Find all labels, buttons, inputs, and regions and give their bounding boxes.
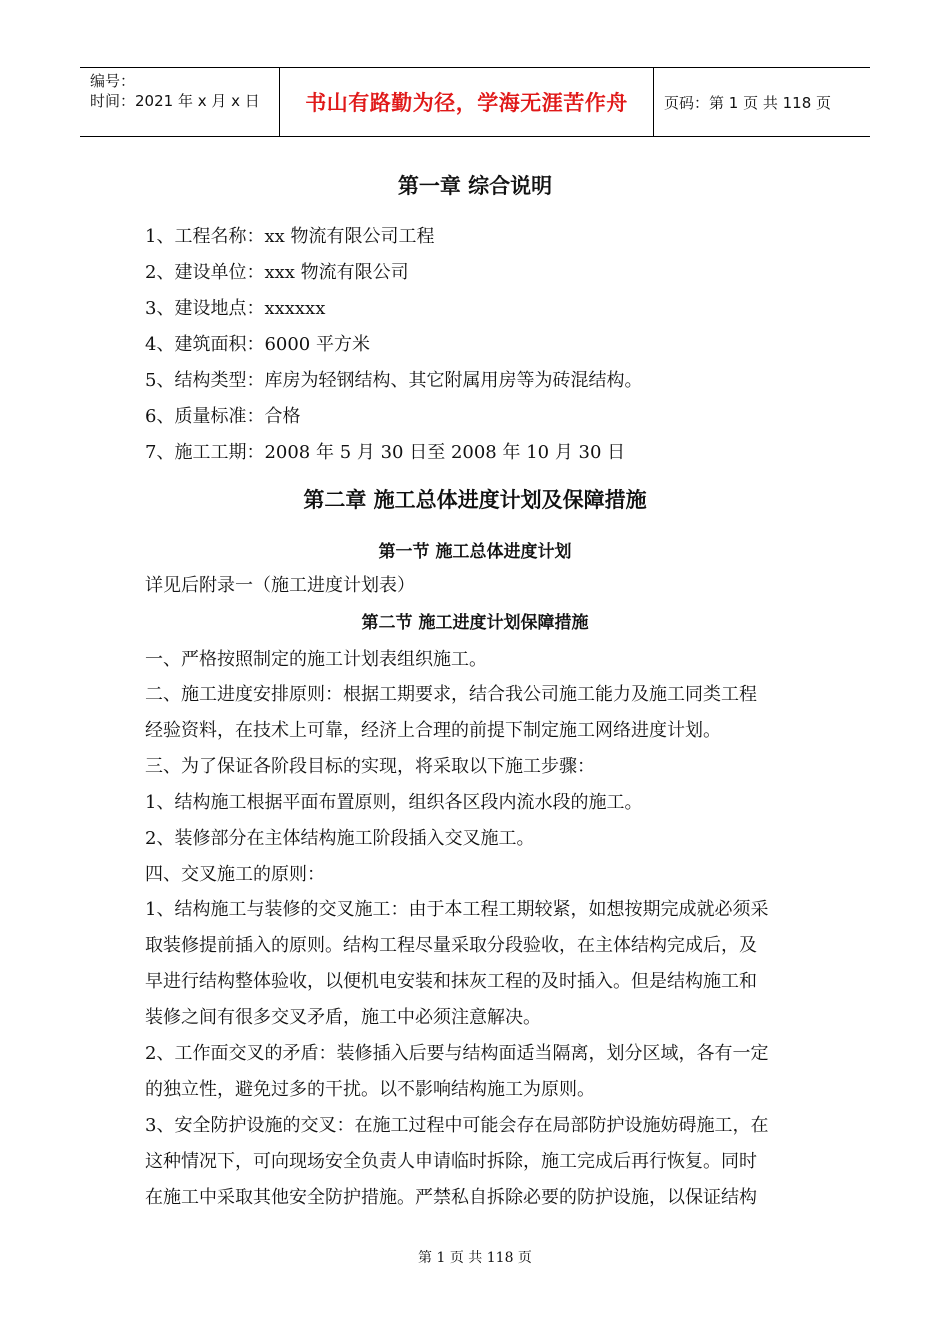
project-item: 6、质量标准：合格 <box>145 406 301 427</box>
section-1-text: 详见后附录一（施工进度计划表） <box>145 575 415 596</box>
project-item: 5、结构类型：库房为轻钢结构、其它附属用房等为砖混结构。 <box>145 370 643 391</box>
header-page-info: 页码：第 1 页 共 118 页 <box>664 93 832 112</box>
body-line: 这种情况下，可向现场安全负责人申请临时拆除，施工完成后再行恢复。同时 <box>145 1151 757 1172</box>
body-line: 2、工作面交叉的矛盾：装修插入后要与结构面适当隔离，划分区域，各有一定 <box>145 1043 769 1064</box>
section-1-title: 第一节 施工总体进度计划 <box>378 542 572 562</box>
document-date-label: 时间：2021 年 x 月 x 日 <box>90 92 260 110</box>
body-line: 3、安全防护设施的交叉：在施工过程中可能会存在局部防护设施妨碍施工，在 <box>145 1115 769 1136</box>
body-line: 三、为了保证各阶段目标的实现，将采取以下施工步骤： <box>145 756 595 777</box>
body-line: 经验资料，在技术上可靠，经济上合理的前提下制定施工网络进度计划。 <box>145 720 721 741</box>
document-number-label: 编号： <box>90 72 136 90</box>
body-line: 1、结构施工根据平面布置原则，组织各区段内流水段的施工。 <box>145 792 643 813</box>
body-line: 取装修提前插入的原则。结构工程尽量采取分段验收，在主体结构完成后，及 <box>145 935 757 956</box>
project-item: 7、施工工期：2008 年 5 月 30 日至 2008 年 10 月 30 日 <box>145 442 626 463</box>
body-line: 的独立性，避免过多的干扰。以不影响结构施工为原则。 <box>145 1079 595 1100</box>
body-line: 装修之间有很多交叉矛盾，施工中必须注意解决。 <box>145 1007 541 1028</box>
body-line: 四、交叉施工的原则： <box>145 864 325 885</box>
header-table <box>80 67 870 137</box>
body-line: 2、装修部分在主体结构施工阶段插入交叉施工。 <box>145 828 535 849</box>
section-2-title: 第二节 施工进度计划保障措施 <box>361 613 589 633</box>
project-item: 1、工程名称：xx 物流有限公司工程 <box>145 226 435 247</box>
project-item: 4、建筑面积：6000 平方米 <box>145 334 370 355</box>
body-line: 在施工中采取其他安全防护措施。严禁私自拆除必要的防护设施，以保证结构 <box>145 1187 757 1208</box>
body-line: 1、结构施工与装修的交叉施工：由于本工程工期较紧，如想按期完成就必须采 <box>145 899 769 920</box>
project-item: 3、建设地点：xxxxxx <box>145 298 326 319</box>
body-line: 一、严格按照制定的施工计划表组织施工。 <box>145 649 487 670</box>
chapter-1-title: 第一章 综合说明 <box>397 174 553 198</box>
project-item: 2、建设单位：xxx 物流有限公司 <box>145 262 409 283</box>
header-info-cell <box>80 68 280 136</box>
body-line: 二、施工进度安排原则：根据工期要求，结合我公司施工能力及施工同类工程 <box>145 684 757 705</box>
header-motto: 书山有路勤为径，学海无涯苦作舟 <box>280 68 654 136</box>
body-line: 早进行结构整体验收，以便机电安装和抹灰工程的及时插入。但是结构施工和 <box>145 971 757 992</box>
chapter-2-title: 第二章 施工总体进度计划及保障措施 <box>303 488 647 512</box>
page-footer: 第 1 页 共 118 页 <box>418 1250 532 1266</box>
